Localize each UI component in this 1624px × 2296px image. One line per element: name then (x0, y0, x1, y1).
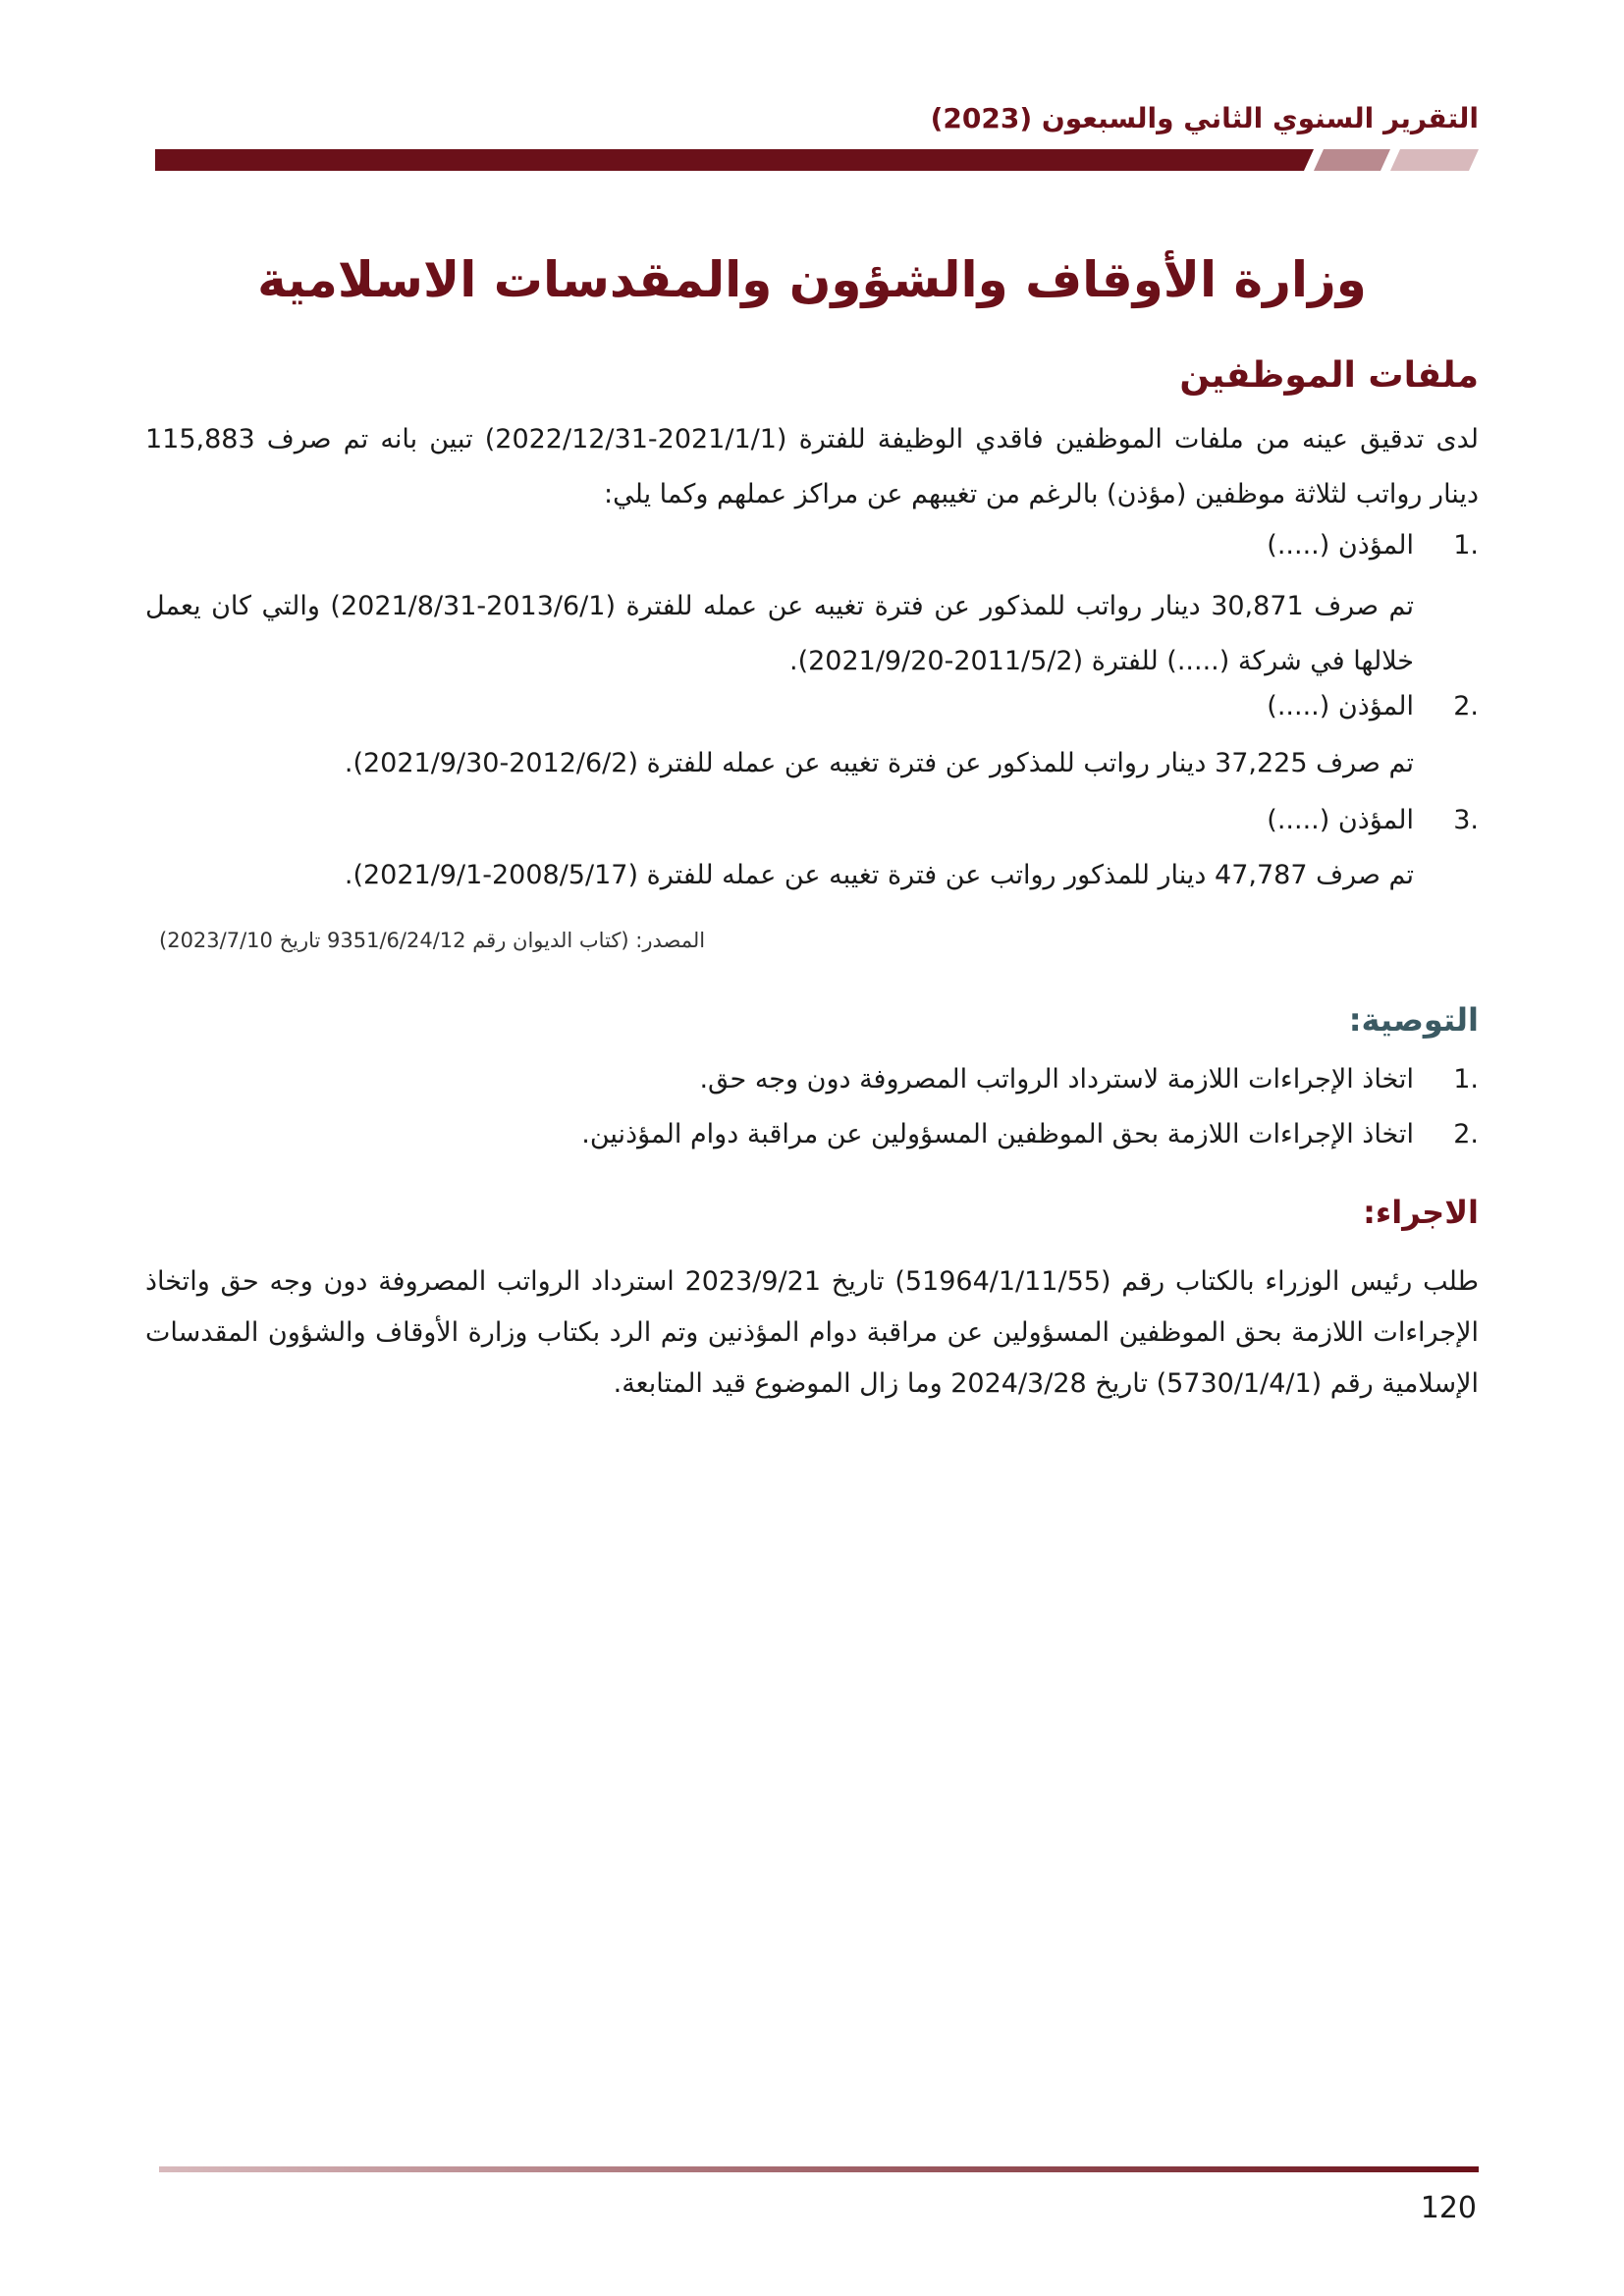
recommendation-1-text: اتخاذ الإجراءات اللازمة لاسترداد الرواتب المصروفة دون وجه حق. (699, 1064, 1414, 1095)
case-3-number: .3 (1453, 805, 1479, 835)
case-2-detail: تم صرف 37,225 دينار رواتب للمذكور عن فترة تغيبه عن عمله للفترة (2012/6/2-2021/9/30). (344, 748, 1414, 778)
recommendation-title: التوصية: (1348, 1001, 1479, 1039)
recommendation-2-text: اتخاذ الإجراءات اللازمة بحق الموظفين المسؤولين عن مراقبة دوام المؤذنين. (581, 1119, 1414, 1149)
case-1-detail: تم صرف 30,871 دينار رواتب للمذكور عن فترة تغيبه عن عمله للفترة (2013/6/1-2021/8/31) والتي كان يعمل خلالها في شركة (.....) للفترة (2011/5/2-2021/9/20). (145, 591, 1414, 676)
source-note: المصدر: (كتاب الديوان رقم 9351/6/24/12 تاريخ 2023/7/10) (159, 929, 706, 952)
recommendation-2-number: .2 (1453, 1119, 1479, 1149)
page-number: 120 (1420, 2191, 1477, 2225)
case-1-label: المؤذن (.....) (1267, 530, 1414, 561)
header-bar-stripe-light-2 (1390, 149, 1479, 171)
section-title: ملفات الموظفين (1179, 355, 1479, 396)
case-1-number: .1 (1453, 530, 1479, 561)
header-bar-main (155, 149, 1314, 171)
action-paragraph: طلب رئيس الوزراء بالكتاب رقم (51964/1/11/55) تاريخ 2023/9/21 استرداد الرواتب المصروفة دون وجه حق واتخاذ الإجراءات اللازمة بحق الموظفين المسؤولين عن مراقبة دوام المؤذنين وتم الرد بكتاب وزارة الأوقاف والشؤون المقدسات الإسلامية رقم (5730/1/4/1) تاريخ 2024/3/28 وما زال الموضوع قيد المتابعة. (145, 1266, 1480, 1399)
report-header-title: التقرير السنوي الثاني والسبعون (2023) (930, 102, 1479, 134)
action-title: الاجراء: (1363, 1194, 1479, 1231)
header-bar-stripe-light-1 (1314, 149, 1390, 171)
footer-line (159, 2166, 1479, 2172)
recommendation-1-number: .1 (1453, 1064, 1479, 1095)
intro-paragraph: لدى تدقيق عينه من ملفات الموظفين فاقدي الوظيفة للفترة (2021/1/1-2022/12/31) تبين بانه تم صرف 115,883 دينار رواتب لثلاثة موظفين (مؤذن) بالرغم من تغيبهم عن مراكز عملهم وكما يلي: (145, 424, 1479, 509)
case-2-label: المؤذن (.....) (1267, 691, 1414, 721)
case-2-number: .2 (1453, 691, 1479, 721)
page-title: وزارة الأوقاف والشؤون والمقدسات الاسلامية (257, 251, 1367, 308)
header-bar (155, 149, 1479, 171)
case-3-detail: تم صرف 47,787 دينار للمذكور رواتب عن فترة تغيبه عن عمله للفترة (2008/5/17-2021/9/1). (344, 860, 1414, 890)
case-3-label: المؤذن (.....) (1267, 805, 1414, 835)
